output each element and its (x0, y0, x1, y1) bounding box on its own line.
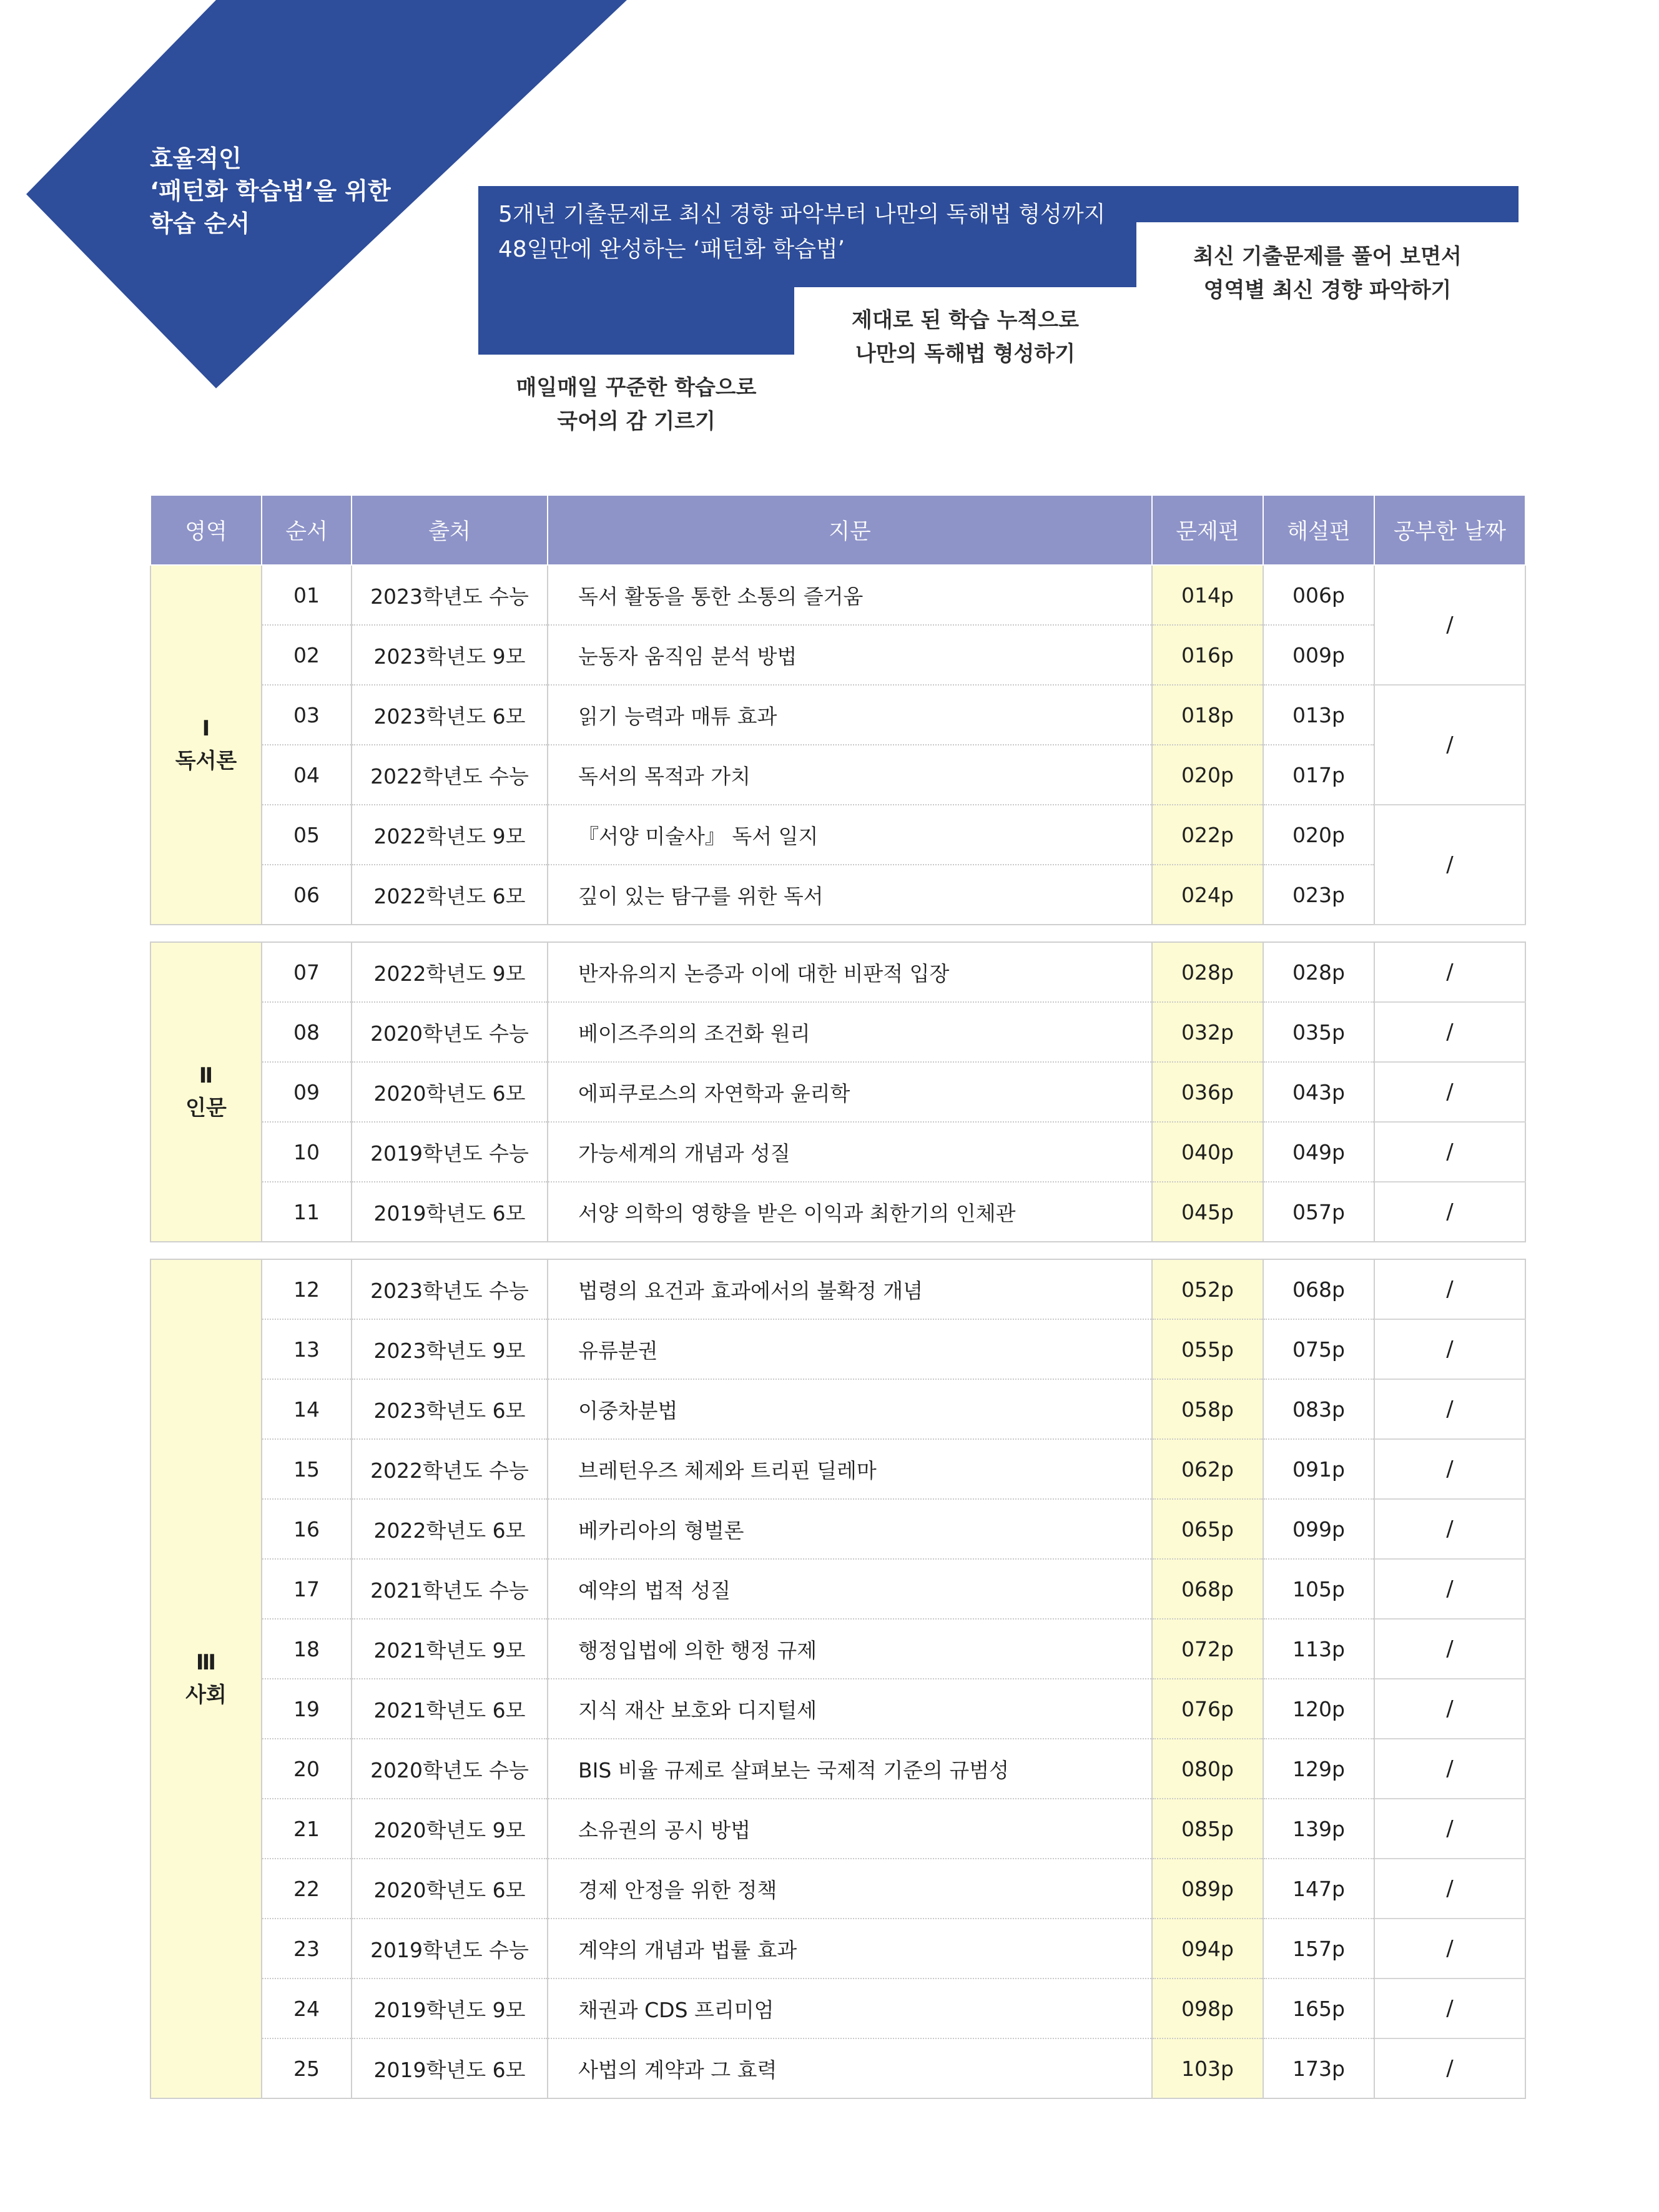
solution-page-cell: 057p (1263, 1182, 1374, 1242)
table-row (150, 1739, 1525, 1799)
step-caption-line: 매일매일 꾸준한 학습으로 (516, 375, 757, 400)
solution-page-cell: 083p (1263, 1379, 1374, 1439)
table-row (150, 1259, 1525, 1319)
passage-cell: 반자유의지 논증과 이에 대한 비판적 입장 (548, 942, 1152, 1002)
solution-page-cell: 157p (1263, 1919, 1374, 1979)
study-date-cell[interactable]: / (1374, 1259, 1525, 1319)
problem-page-cell: 076p (1152, 1679, 1263, 1739)
passage-cell: 유류분권 (548, 1319, 1152, 1379)
solution-page-cell: 043p (1263, 1062, 1374, 1122)
source-cell: 2019학년도 9모 (352, 1979, 548, 2038)
table-row (150, 565, 1525, 625)
order-cell: 11 (262, 1182, 352, 1242)
order-cell: 12 (262, 1259, 352, 1319)
table-row (150, 1002, 1525, 1062)
problem-page-cell: 089p (1152, 1859, 1263, 1919)
table-row (150, 942, 1525, 1002)
header-study-date: 공부한 날짜 (1374, 495, 1525, 565)
source-cell: 2023학년도 9모 (352, 1319, 548, 1379)
study-date-cell[interactable]: / (1374, 1919, 1525, 1979)
solution-page-cell: 006p (1263, 565, 1374, 625)
study-date-cell[interactable]: / (1374, 1122, 1525, 1182)
table-header (150, 495, 1525, 565)
header-source: 출처 (352, 495, 548, 565)
problem-page-cell: 032p (1152, 1002, 1263, 1062)
table-row (150, 2038, 1525, 2098)
passage-cell: 예약의 법적 성질 (548, 1559, 1152, 1619)
study-date-cell[interactable]: / (1374, 685, 1525, 805)
solution-page-cell: 113p (1263, 1619, 1374, 1679)
problem-page-cell: 094p (1152, 1919, 1263, 1979)
problem-page-cell: 072p (1152, 1619, 1263, 1679)
study-date-cell[interactable]: / (1374, 1439, 1525, 1499)
source-cell: 2022학년도 6모 (352, 1499, 548, 1559)
banner-line: 5개년 기출문제로 최신 경향 파악부터 나만의 독해법 형성까지 (498, 202, 1106, 227)
problem-page-cell: 022p (1152, 805, 1263, 865)
table-row (150, 1439, 1525, 1499)
solution-page-cell: 028p (1263, 942, 1374, 1002)
order-cell: 08 (262, 1002, 352, 1062)
table-row (150, 1859, 1525, 1919)
source-cell: 2020학년도 9모 (352, 1799, 548, 1859)
area-name: 인문 (185, 1096, 227, 1121)
passage-cell: 독서 활동을 통한 소통의 즐거움 (548, 565, 1152, 625)
passage-cell: 깊이 있는 탐구를 위한 독서 (548, 865, 1152, 925)
order-cell: 14 (262, 1379, 352, 1439)
solution-page-cell: 049p (1263, 1122, 1374, 1182)
step-caption-line: 최신 기출문제를 풀어 보면서 (1193, 244, 1462, 269)
table-row (150, 1979, 1525, 2038)
order-cell: 16 (262, 1499, 352, 1559)
study-date-cell[interactable]: / (1374, 2038, 1525, 2098)
source-cell: 2020학년도 6모 (352, 1859, 548, 1919)
step-caption-line: 국어의 감 기르기 (557, 409, 716, 434)
order-cell: 19 (262, 1679, 352, 1739)
study-date-cell[interactable]: / (1374, 1379, 1525, 1439)
section-gap (150, 925, 1525, 942)
problem-page-cell: 065p (1152, 1499, 1263, 1559)
section-gap (150, 1242, 1525, 1259)
problem-page-cell: 014p (1152, 565, 1263, 625)
study-date-cell[interactable]: / (1374, 1799, 1525, 1859)
problem-page-cell: 028p (1152, 942, 1263, 1002)
solution-page-cell: 091p (1263, 1439, 1374, 1499)
problem-page-cell: 080p (1152, 1739, 1263, 1799)
section-gap-row (150, 925, 1525, 942)
table-row (150, 1062, 1525, 1122)
source-cell: 2022학년도 9모 (352, 805, 548, 865)
passage-cell: 계약의 개념과 법률 효과 (548, 1919, 1152, 1979)
order-cell: 21 (262, 1799, 352, 1859)
passage-cell: 『서양 미술사』 독서 일지 (548, 805, 1152, 865)
solution-page-cell: 023p (1263, 865, 1374, 925)
passage-cell: 경제 안정을 위한 정책 (548, 1859, 1152, 1919)
table-header-row (150, 495, 1525, 565)
passage-cell: 브레턴우즈 체제와 트리핀 딜레마 (548, 1439, 1152, 1499)
passage-cell: 에피쿠로스의 자연학과 윤리학 (548, 1062, 1152, 1122)
solution-page-cell: 139p (1263, 1799, 1374, 1859)
solution-page-cell: 020p (1263, 805, 1374, 865)
order-cell: 25 (262, 2038, 352, 2098)
table-row (150, 805, 1525, 865)
solution-page-cell: 035p (1263, 1002, 1374, 1062)
problem-page-cell: 103p (1152, 2038, 1263, 2098)
order-cell: 07 (262, 942, 352, 1002)
order-cell: 23 (262, 1919, 352, 1979)
problem-page-cell: 068p (1152, 1559, 1263, 1619)
order-cell: 22 (262, 1859, 352, 1919)
source-cell: 2020학년도 수능 (352, 1739, 548, 1799)
problem-page-cell: 055p (1152, 1319, 1263, 1379)
source-cell: 2022학년도 9모 (352, 942, 548, 1002)
study-date-cell[interactable]: / (1374, 1499, 1525, 1559)
source-cell: 2020학년도 수능 (352, 1002, 548, 1062)
header-problem-page: 문제편 (1152, 495, 1263, 565)
area-numeral: Ⅰ (202, 716, 210, 741)
order-cell: 17 (262, 1559, 352, 1619)
problem-page-cell: 024p (1152, 865, 1263, 925)
order-cell: 05 (262, 805, 352, 865)
header-order: 순서 (262, 495, 352, 565)
problem-page-cell: 036p (1152, 1062, 1263, 1122)
study-date-cell[interactable]: / (1374, 1679, 1525, 1739)
study-date-cell[interactable]: / (1374, 1182, 1525, 1242)
table-row (150, 1182, 1525, 1242)
study-order-title-line: 학습 순서 (150, 210, 250, 237)
problem-page-cell: 098p (1152, 1979, 1263, 2038)
solution-page-cell: 009p (1263, 625, 1374, 685)
problem-page-cell: 016p (1152, 625, 1263, 685)
source-cell: 2021학년도 수능 (352, 1559, 548, 1619)
area-cell (150, 565, 262, 925)
order-cell: 02 (262, 625, 352, 685)
banner-line: 48일만에 완성하는 ‘패턴화 학습법’ (498, 237, 845, 262)
study-date-cell[interactable]: / (1374, 1002, 1525, 1062)
passage-cell: 독서의 목적과 가치 (548, 745, 1152, 805)
passage-cell: 베이즈주의의 조건화 원리 (548, 1002, 1152, 1062)
solution-page-cell: 105p (1263, 1559, 1374, 1619)
passage-cell: 서양 의학의 영향을 받은 이익과 최한기의 인체관 (548, 1182, 1152, 1242)
source-cell: 2022학년도 6모 (352, 865, 548, 925)
step-caption-line: 영역별 최신 경향 파악하기 (1203, 278, 1452, 303)
order-cell: 20 (262, 1739, 352, 1799)
study-date-cell[interactable]: / (1374, 565, 1525, 685)
solution-page-cell: 173p (1263, 2038, 1374, 2098)
header-solution-page: 해설편 (1263, 495, 1374, 565)
area-cell (150, 1259, 262, 2098)
problem-page-cell: 052p (1152, 1259, 1263, 1319)
passage-cell: 행정입법에 의한 행정 규제 (548, 1619, 1152, 1679)
passage-cell: 지식 재산 보호와 디지털세 (548, 1679, 1152, 1739)
area-numeral: Ⅲ (195, 1650, 217, 1675)
schedule-table-wrap (150, 494, 1525, 2099)
problem-page-cell: 062p (1152, 1439, 1263, 1499)
order-cell: 03 (262, 685, 352, 745)
source-cell: 2019학년도 6모 (352, 2038, 548, 2098)
section-gap-row (150, 1242, 1525, 1259)
area-cell (150, 942, 262, 1242)
solution-page-cell: 017p (1263, 745, 1374, 805)
step-caption-3 (1136, 240, 1519, 307)
passage-cell: 이중차분법 (548, 1379, 1152, 1439)
study-date-cell[interactable]: / (1374, 1739, 1525, 1799)
step-caption-2 (794, 303, 1136, 371)
order-cell: 06 (262, 865, 352, 925)
schedule-table (150, 494, 1526, 2099)
solution-page-cell: 068p (1263, 1259, 1374, 1319)
area-numeral: Ⅱ (199, 1063, 214, 1088)
passage-cell: 사법의 계약과 그 효력 (548, 2038, 1152, 2098)
order-cell: 10 (262, 1122, 352, 1182)
source-cell: 2023학년도 수능 (352, 565, 548, 625)
table-row (150, 1919, 1525, 1979)
solution-page-cell: 099p (1263, 1499, 1374, 1559)
source-cell: 2023학년도 6모 (352, 1379, 548, 1439)
source-cell: 2022학년도 수능 (352, 1439, 548, 1499)
study-date-cell[interactable]: / (1374, 1619, 1525, 1679)
source-cell: 2021학년도 9모 (352, 1619, 548, 1679)
step-caption-1 (478, 371, 794, 438)
order-cell: 13 (262, 1319, 352, 1379)
problem-page-cell: 085p (1152, 1799, 1263, 1859)
solution-page-cell: 120p (1263, 1679, 1374, 1739)
area-name: 사회 (185, 1683, 227, 1708)
table-row (150, 1559, 1525, 1619)
problem-page-cell: 018p (1152, 685, 1263, 745)
order-cell: 04 (262, 745, 352, 805)
section-gap-cell (150, 1242, 1525, 1259)
table-section (150, 565, 1525, 925)
study-date-cell[interactable]: / (1374, 942, 1525, 1002)
passage-cell: 베카리아의 형벌론 (548, 1499, 1152, 1559)
step-caption-line: 나만의 독해법 형성하기 (855, 342, 1076, 366)
table-row (150, 865, 1525, 925)
order-cell: 24 (262, 1979, 352, 2038)
study-date-cell[interactable]: / (1374, 1979, 1525, 2038)
source-cell: 2019학년도 수능 (352, 1122, 548, 1182)
table-row (150, 1679, 1525, 1739)
study-order-title-line: 효율적인 (150, 145, 242, 172)
area-name: 독서론 (175, 749, 237, 774)
solution-page-cell: 129p (1263, 1739, 1374, 1799)
study-order-title-line: ‘패턴화 학습법’을 위한 (150, 177, 391, 205)
section-gap-cell (150, 925, 1525, 942)
table-row (150, 1122, 1525, 1182)
table-row (150, 745, 1525, 805)
table-row (150, 1619, 1525, 1679)
passage-cell: 채권과 CDS 프리미엄 (548, 1979, 1152, 2038)
source-cell: 2021학년도 6모 (352, 1679, 548, 1739)
source-cell: 2019학년도 6모 (352, 1182, 548, 1242)
problem-page-cell: 058p (1152, 1379, 1263, 1439)
problem-page-cell: 040p (1152, 1122, 1263, 1182)
passage-cell: BIS 비율 규제로 살펴보는 국제적 기준의 규범성 (548, 1739, 1152, 1799)
step-caption-line: 제대로 된 학습 누적으로 (852, 308, 1079, 333)
passage-cell: 법령의 요건과 효과에서의 불확정 개념 (548, 1259, 1152, 1319)
study-date-cell[interactable]: / (1374, 1859, 1525, 1919)
passage-cell: 눈동자 움직임 분석 방법 (548, 625, 1152, 685)
source-cell: 2023학년도 6모 (352, 685, 548, 745)
header-area: 영역 (150, 495, 262, 565)
banner-text (498, 197, 1105, 267)
order-cell: 15 (262, 1439, 352, 1499)
source-cell: 2022학년도 수능 (352, 745, 548, 805)
table-row (150, 1379, 1525, 1439)
order-cell: 01 (262, 565, 352, 625)
order-cell: 18 (262, 1619, 352, 1679)
solution-page-cell: 075p (1263, 1319, 1374, 1379)
study-date-cell[interactable]: / (1374, 1062, 1525, 1122)
passage-cell: 소유권의 공시 방법 (548, 1799, 1152, 1859)
solution-page-cell: 165p (1263, 1979, 1374, 2038)
study-date-cell[interactable]: / (1374, 1319, 1525, 1379)
table-row (150, 1319, 1525, 1379)
table-row (150, 625, 1525, 685)
solution-page-cell: 147p (1263, 1859, 1374, 1919)
problem-page-cell: 045p (1152, 1182, 1263, 1242)
study-date-cell[interactable]: / (1374, 1559, 1525, 1619)
table-row (150, 1799, 1525, 1859)
source-cell: 2023학년도 9모 (352, 625, 548, 685)
study-date-cell[interactable]: / (1374, 805, 1525, 925)
header-passage: 지문 (548, 495, 1152, 565)
table-row (150, 685, 1525, 745)
passage-cell: 읽기 능력과 매튜 효과 (548, 685, 1152, 745)
table-row (150, 1499, 1525, 1559)
source-cell: 2019학년도 수능 (352, 1919, 548, 1979)
solution-page-cell: 013p (1263, 685, 1374, 745)
problem-page-cell: 020p (1152, 745, 1263, 805)
passage-cell: 가능세계의 개념과 성질 (548, 1122, 1152, 1182)
source-cell: 2023학년도 수능 (352, 1259, 548, 1319)
table-section (150, 1259, 1525, 2098)
source-cell: 2020학년도 6모 (352, 1062, 548, 1122)
order-cell: 09 (262, 1062, 352, 1122)
table-section (150, 942, 1525, 1242)
